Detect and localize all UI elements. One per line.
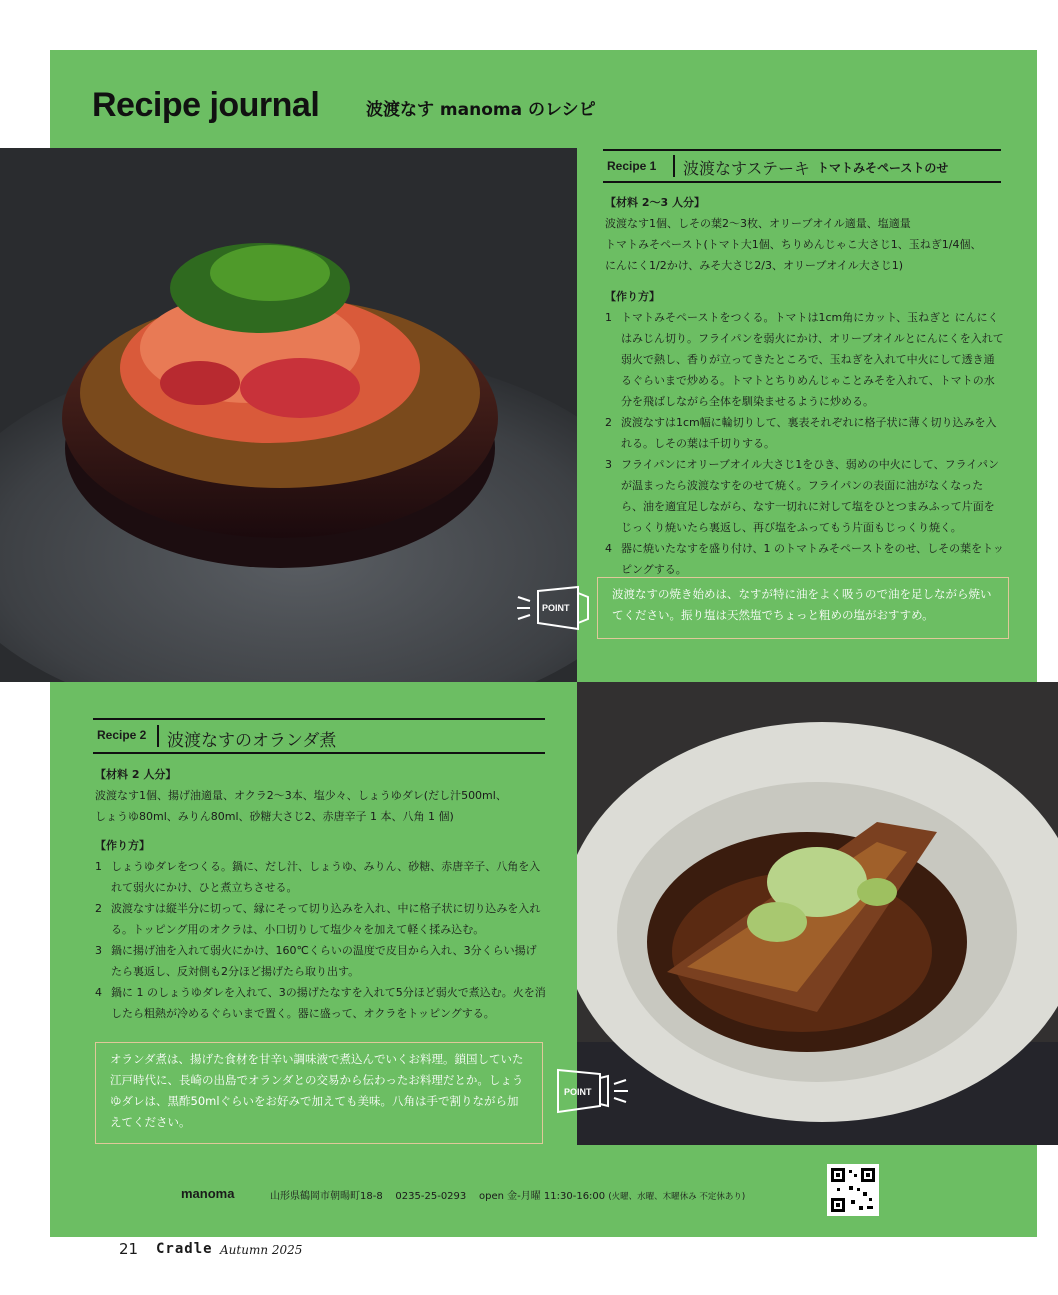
shop-address: 山形県鶴岡市朝暘町18-8: [270, 1191, 383, 1202]
step-number: 1: [605, 311, 612, 324]
recipe-2-number: Recipe 2: [97, 728, 147, 742]
recipe-2-step: [95, 940, 547, 982]
recipe-2-step: [95, 898, 547, 940]
point-megaphone-icon: [516, 583, 596, 633]
step-number: 2: [95, 902, 102, 915]
recipe-2-header: [93, 718, 545, 754]
point-label: POINT: [564, 1087, 592, 1097]
step-text: 鍋に 1 のしょうゆダレを入れて、3の揚げたなすを入れて5分ほど弱火で煮込む。火を消したら粗熱が冷めるぐらいまで置く。器に盛って、オクラをトッピングする。: [111, 986, 546, 1020]
step-text: しょうゆダレをつくる。鍋に、だし汁、しょうゆ、みりん、砂糖、赤唐辛子、八角を入れて弱火にかけ、ひと煮立ちさせる。: [111, 860, 541, 894]
step-number: 2: [605, 416, 612, 429]
recipe-1-ingredient-line: トマトみそペースト(トマト大1個、ちりめんじゃこ大さじ1、玉ねぎ1/4個、: [605, 238, 982, 251]
recipe-1-name: 波渡なすステーキ: [683, 159, 811, 178]
recipe-2-point-box: [95, 1042, 543, 1144]
recipe-1-step: [605, 412, 1005, 454]
step-number: 3: [605, 458, 612, 471]
shop-phone: 0235-25-0293: [395, 1191, 467, 1202]
recipe-1-ingredient-line: にんにく1/2かけ、みそ大さじ2/3、オリーブオイル大さじ1): [605, 259, 904, 272]
step-number: 3: [95, 944, 102, 957]
recipe-1-subname: トマトみそペーストのせ: [817, 161, 949, 175]
recipe-2-steps: [95, 856, 547, 1024]
step-number: 4: [95, 986, 102, 999]
recipe-1-divider: [673, 155, 675, 177]
point-megaphone-icon: [552, 1066, 632, 1116]
recipe-2-divider: [157, 725, 159, 747]
recipe-1-ingredient-line: 波渡なす1個、しその葉2～3枚、オリーブオイル適量、塩適量: [605, 217, 911, 230]
recipe-2-body: [95, 764, 547, 1024]
recipe-2-name: 波渡なすのオランダ煮: [167, 731, 337, 751]
qr-code[interactable]: [827, 1164, 879, 1216]
recipe-2-point-text: オランダ煮は、揚げた食材を甘辛い調味液で煮込んでいくお料理。鎖国していた江戸時代に、長崎の出島でオランダとの交易から伝わったお料理だとか。しょうゆダレは、黒酢50mlぐらいをお好みで加えても美味。八角は手で割りながら加えてください。: [110, 1052, 524, 1129]
recipe-1-header: [603, 149, 1001, 183]
recipe-1-point-box: [597, 577, 1009, 639]
recipe-1-number: Recipe 1: [607, 159, 657, 173]
shop-hours: open 金-月曜 11:30-16:00: [478, 1191, 606, 1202]
shop-closed-days: (火曜、水曜、木曜休み 不定休あり): [608, 1192, 746, 1202]
step-number: 4: [605, 542, 612, 555]
recipe-1-body: [605, 192, 1005, 580]
recipe-1-step: [605, 307, 1005, 412]
shop-info: [270, 1187, 745, 1202]
point-label: POINT: [542, 603, 570, 613]
recipe-2-step: [95, 982, 547, 1024]
step-number: 1: [95, 860, 102, 873]
recipe-1-step: [605, 454, 1005, 538]
recipe-2-ingredient-line: 波渡なす1個、揚げ油適量、オクラ2～3本、塩少々、しょうゆダレ(だし汁500ml、: [95, 789, 507, 802]
recipe-1-step: [605, 538, 1005, 580]
step-text: 波渡なすは1cm幅に輪切りして、裏表それぞれに格子状に薄く切り込みを入れる。しその葉は千切りする。: [621, 416, 997, 450]
recipe-1-steps: [605, 307, 1005, 580]
step-text: 器に焼いたなすを盛り付け、1 のトマトみそペーストをのせ、しその葉をトッピングする。: [621, 542, 1004, 576]
step-text: 波渡なすは縦半分に切って、縁にそって切り込みを入れ、中に格子状に切り込みを入れる。トッピング用のオクラは、小口切りして塩少々を加えて軽く揉み込む。: [111, 902, 541, 936]
step-text: 鍋に揚げ油を入れて弱火にかけ、160℃くらいの温度で皮目から入れ、3分くらい揚げたら裏返し、反対側も2分ほど揚げたら取り出す。: [111, 944, 537, 978]
page-number: 21: [119, 1240, 139, 1258]
recipe-1-method-title: 【作り方】: [605, 290, 660, 303]
page-title: Recipe journal: [92, 86, 320, 124]
shop-name: manoma: [181, 1186, 235, 1201]
eggplant-oranda-ni-photo: [577, 682, 1058, 1145]
recipe-1-point-text: 波渡なすの焼き始めは、なすが特に油をよく吸うので油を足しながら焼いてください。振り塩は天然塩でちょっと粗めの塩がおすすめ。: [612, 587, 992, 622]
step-text: トマトみそペーストをつくる。トマトは1cm角にカット、玉ねぎと にんにくはみじん切り。フライパンを弱火にかけ、オリーブオイルとにんにくを入れて弱火で熱し、香りが立ってきたところで、玉ねぎを入れて中火にして透き通るぐらいまで炒める。トマトとちりめんじゃことみそを入れて、トマトの水分を飛ばしながら全体を馴染ませるように炒める。: [621, 311, 1004, 408]
step-text: フライパンにオリーブオイル大さじ1をひき、弱めの中火にして、フライパンが温まったら波渡なすをのせて焼く。フライパンの表面に油がなくなったら、油を適宜足しながら、なす一切れに対して塩をひとつまみふって片面をじっくり焼いたら裏返し、再び塩をふってもう片面もじっくり焼く。: [621, 458, 1000, 534]
page-subtitle: 波渡なす manoma のレシピ: [366, 100, 596, 120]
recipe-1-ingredients-title: 【材料 2～3 人分】: [605, 196, 705, 209]
magazine-issue: Autumn 2025: [220, 1243, 303, 1257]
recipe-2-ingredient-line: しょうゆ80ml、みりん80ml、砂糖大さじ2、赤唐辛子 1 本、八角 1 個): [95, 810, 454, 823]
recipe-2-step: [95, 856, 547, 898]
recipe-2-ingredients-title: 【材料 2 人分】: [95, 768, 177, 781]
eggplant-steak-photo: [0, 148, 577, 682]
recipe-2-method-title: 【作り方】: [95, 839, 150, 852]
magazine-name: Cradle: [156, 1241, 213, 1257]
